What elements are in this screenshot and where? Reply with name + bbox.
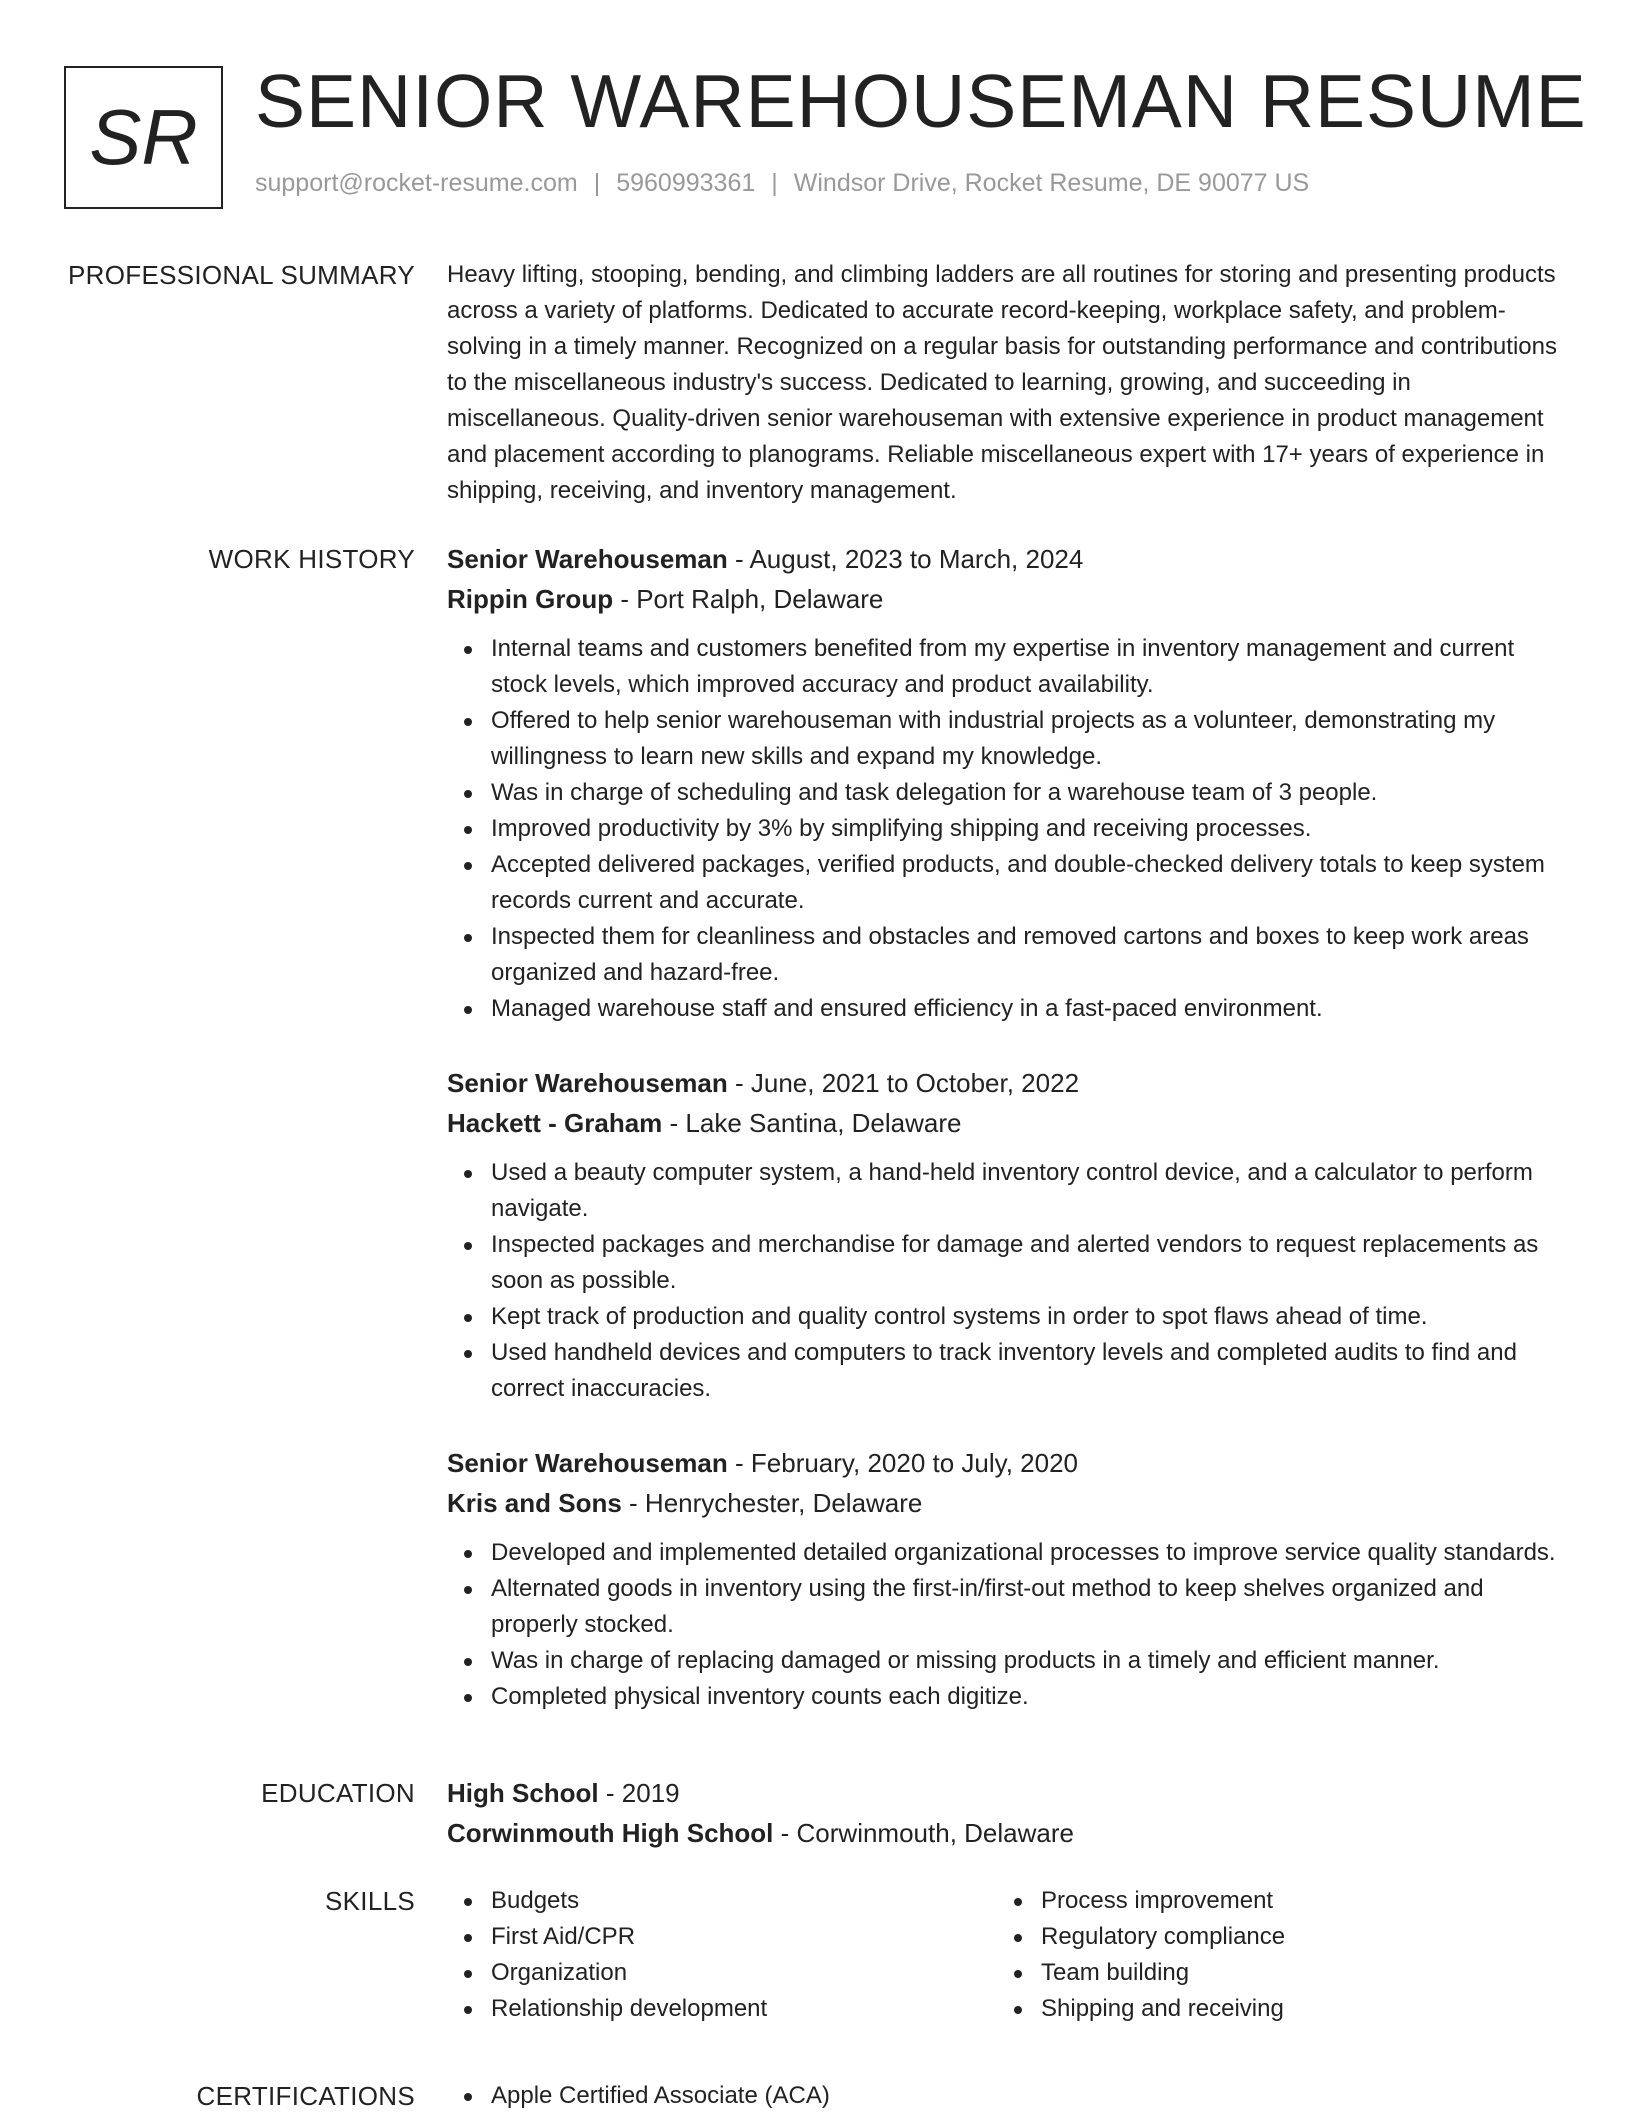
skill-item: Team building xyxy=(997,1955,1547,1991)
job-bullet-list xyxy=(447,631,1567,1027)
section-label-work-history: WORK HISTORY xyxy=(208,544,415,574)
job-entry xyxy=(447,1063,1567,1407)
job-dates: - February, 2020 to July, 2020 xyxy=(727,1448,1079,1478)
skill-item: First Aid/CPR xyxy=(447,1919,997,1955)
job-entry xyxy=(447,539,1567,1027)
job-bullet: Developed and implemented detailed organizational processes to improve service quality standards. xyxy=(447,1535,1567,1571)
summary-text: Heavy lifting, stooping, bending, and climbing ladders are all routines for storing and presenting products across a variety of platforms. Dedicated to accurate record-keeping, workplace safety, and problem-solving in a timely manner. Recognized on a regular basis for outstanding performance and contributions to the miscellaneous industry's success. Dedicated to learning, growing, and succeeding in miscellaneous. Quality-driven senior warehouseman with extensive experience in product management and placement according to planograms. Reliable miscellaneous expert with 17+ years of experience in shipping, receiving, and inventory management. xyxy=(447,261,1557,504)
job-title-line xyxy=(447,1063,1567,1103)
education-degree: High School xyxy=(447,1778,599,1808)
job-bullet: Internal teams and customers benefited from my expertise in inventory management and current stock levels, which improved accuracy and product availability. xyxy=(447,631,1567,703)
job-company: Rippin Group xyxy=(447,584,614,614)
certifications-list xyxy=(447,2078,1567,2112)
section-label-certifications: CERTIFICATIONS xyxy=(196,2081,415,2111)
skills-body xyxy=(447,1883,1567,2027)
job-bullet: Managed warehouse staff and ensured efficiency in a fast-paced environment. xyxy=(447,991,1567,1027)
job-title-line xyxy=(447,539,1567,579)
job-dates: - June, 2021 to October, 2022 xyxy=(727,1068,1080,1098)
job-title: Senior Warehouseman xyxy=(447,1068,728,1098)
job-bullet: Inspected them for cleanliness and obstacles and removed cartons and boxes to keep work areas organized and hazard-free. xyxy=(447,919,1567,991)
job-company-line xyxy=(447,579,1567,619)
job-location: - Port Ralph, Delaware xyxy=(613,584,884,614)
job-entry xyxy=(447,1443,1567,1715)
monogram-badge: SR xyxy=(64,66,223,209)
contact-separator: | xyxy=(771,168,778,197)
job-company: Kris and Sons xyxy=(447,1488,622,1518)
job-bullet: Alternated goods in inventory using the first-in/first-out method to keep shelves organized and properly stocked. xyxy=(447,1571,1567,1643)
contact-address: Windsor Drive, Rocket Resume, DE 90077 US xyxy=(793,168,1310,197)
skill-item: Relationship development xyxy=(447,1991,997,2027)
education-year: - 2019 xyxy=(598,1778,680,1808)
education-location: - Corwinmouth, Delaware xyxy=(773,1818,1074,1848)
contact-line xyxy=(255,169,1592,198)
job-bullet: Used a beauty computer system, a hand-held inventory control device, and a calculator to perform navigate. xyxy=(447,1155,1567,1227)
job-bullet: Inspected packages and merchandise for damage and alerted vendors to request replacements as soon as possible. xyxy=(447,1227,1567,1299)
job-list xyxy=(447,539,1567,1751)
education-school: Corwinmouth High School xyxy=(447,1818,774,1848)
contact-phone[interactable]: 5960993361 xyxy=(616,168,756,197)
skill-item: Budgets xyxy=(447,1883,997,1919)
certification-item: Apple Certified Associate (ACA) xyxy=(447,2078,1567,2112)
resume-title: SENIOR WAREHOUSEMAN RESUME xyxy=(255,59,1587,143)
skill-item: Organization xyxy=(447,1955,997,1991)
job-bullet: Was in charge of replacing damaged or missing products in a timely and efficient manner. xyxy=(447,1643,1567,1679)
skill-item: Shipping and receiving xyxy=(997,1991,1547,2027)
skill-item: Process improvement xyxy=(997,1883,1547,1919)
resume-header xyxy=(64,59,1592,211)
education-school-line xyxy=(447,1813,1567,1853)
job-company-line xyxy=(447,1483,1567,1523)
job-dates: - August, 2023 to March, 2024 xyxy=(727,544,1084,574)
section-label-education: EDUCATION xyxy=(261,1778,415,1808)
contact-email[interactable]: support@rocket-resume.com xyxy=(255,168,578,197)
education-entry xyxy=(447,1773,1567,1853)
job-title: Senior Warehouseman xyxy=(447,544,728,574)
job-title: Senior Warehouseman xyxy=(447,1448,728,1478)
education-degree-line xyxy=(447,1773,1567,1813)
job-bullet-list xyxy=(447,1155,1567,1407)
certifications-body xyxy=(447,2078,1567,2112)
job-bullet: Was in charge of scheduling and task delegation for a warehouse team of 3 people. xyxy=(447,775,1567,811)
job-bullet: Improved productivity by 3% by simplifying shipping and receiving processes. xyxy=(447,811,1567,847)
job-location: - Lake Santina, Delaware xyxy=(662,1108,962,1138)
skills-list xyxy=(447,1883,1567,2027)
job-bullet: Used handheld devices and computers to track inventory levels and completed audits to find and correct inaccuracies. xyxy=(447,1335,1567,1407)
skill-item: Regulatory compliance xyxy=(997,1919,1547,1955)
job-bullet-list xyxy=(447,1535,1567,1715)
section-label-summary: PROFESSIONAL SUMMARY xyxy=(68,260,415,290)
job-location: - Henrychester, Delaware xyxy=(621,1488,923,1518)
job-title-line xyxy=(447,1443,1567,1483)
job-company: Hackett - Graham xyxy=(447,1108,663,1138)
job-bullet: Completed physical inventory counts each digitize. xyxy=(447,1679,1567,1715)
contact-separator: | xyxy=(593,168,601,197)
job-bullet: Kept track of production and quality control systems in order to spot flaws ahead of time. xyxy=(447,1299,1567,1335)
job-bullet: Offered to help senior warehouseman with industrial projects as a volunteer, demonstrating my willingness to learn new skills and expand my knowledge. xyxy=(447,703,1567,775)
name-block xyxy=(255,59,1592,198)
job-bullet: Accepted delivered packages, verified products, and double-checked delivery totals to keep system records current and accurate. xyxy=(447,847,1567,919)
section-label-skills: SKILLS xyxy=(325,1886,415,1916)
job-company-line xyxy=(447,1103,1567,1143)
